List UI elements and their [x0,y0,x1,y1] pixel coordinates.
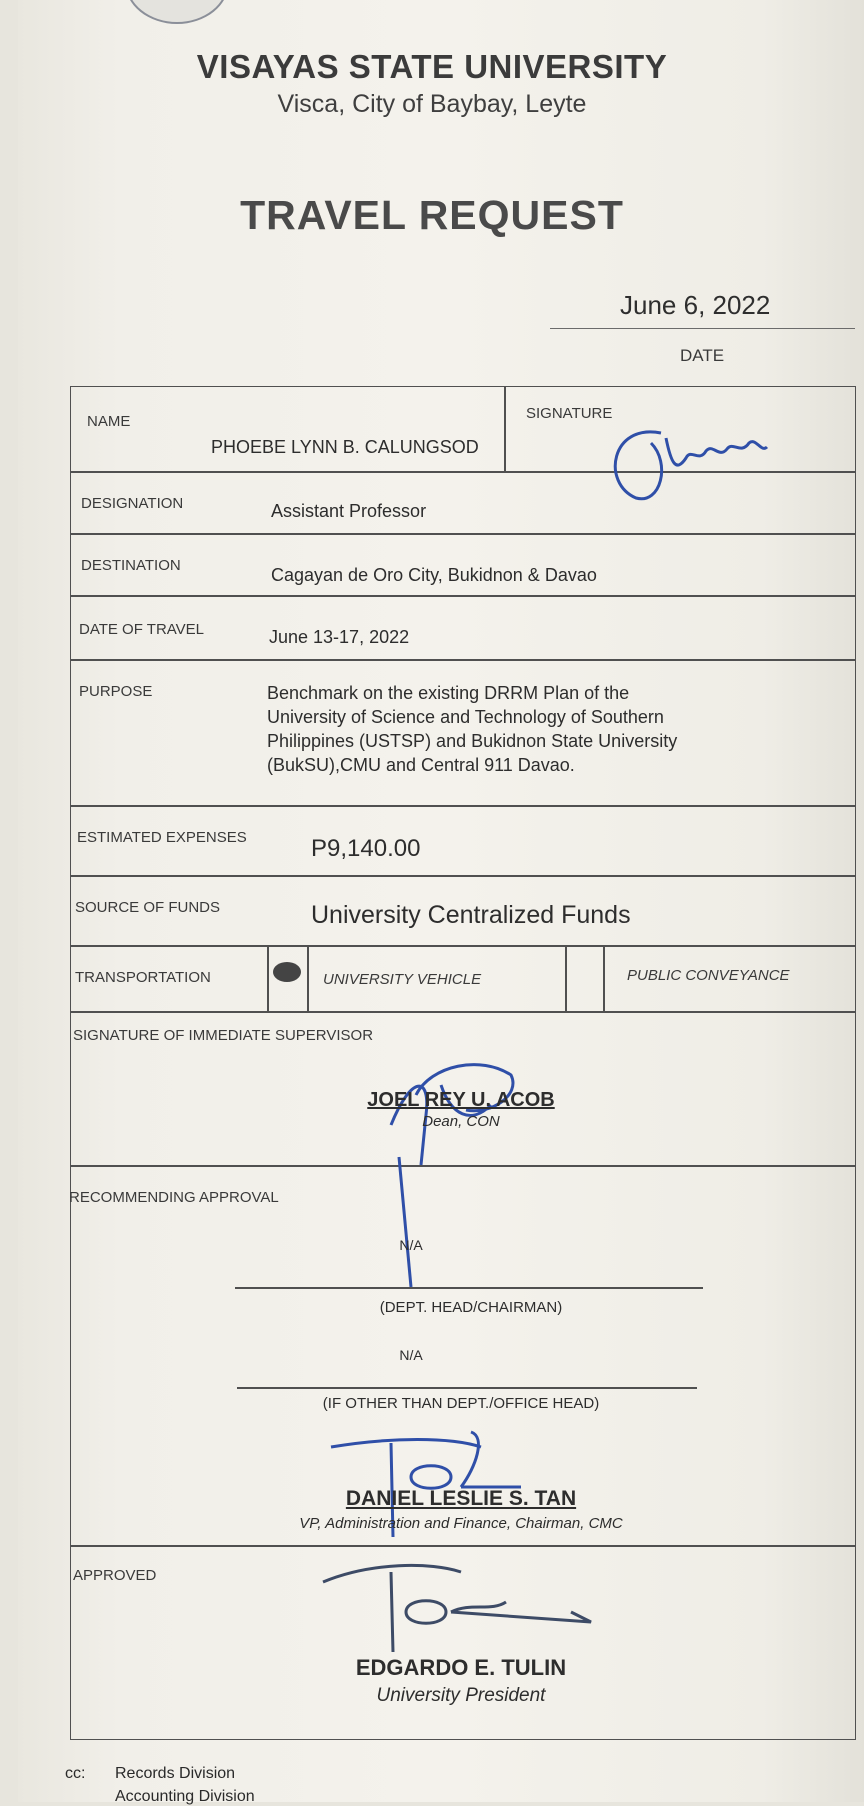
divider [71,659,855,661]
purpose-line: Benchmark on the existing DRRM Plan of the [267,683,630,703]
divider [71,805,855,807]
vp-title: VP, Administration and Finance, Chairman, CMC [299,1515,623,1532]
purpose-line: Philippines (USTSP) and Bukidnon State University [267,731,678,751]
dept-head-line [235,1287,703,1289]
funds-value: University Centralized Funds [311,901,631,929]
dept-head-value: N/A [399,1237,423,1253]
purpose-line: University of Science and Technology of Southern [267,707,664,727]
date-underline [550,328,855,329]
dept-head-caption: (DEPT. HEAD/CHAIRMAN) [379,1299,563,1316]
other-head-caption: (IF OTHER THAN DEPT./OFFICE HEAD) [322,1395,600,1412]
cc-label: cc: [65,1765,86,1782]
university-address: Visca, City of Baybay, Leyte [277,90,587,118]
divider [71,875,855,877]
date-label: DATE [680,346,725,365]
supervisor-title: Dean, CON [422,1113,500,1130]
transport-divider [307,945,309,1011]
cc-item: Accounting Division [115,1788,255,1805]
purpose-label: PURPOSE [79,683,153,700]
signature-divider [504,387,506,471]
signature-stroke-image [391,1147,431,1297]
document-title: TRAVEL REQUEST [240,192,624,238]
designation-value: Assistant Professor [271,501,427,521]
transportation-label: TRANSPORTATION [75,969,211,986]
funds-label: SOURCE OF FUNDS [75,899,221,916]
public-conveyance-checkbox[interactable] [571,959,597,985]
other-head-value: N/A [399,1347,423,1363]
expenses-label: ESTIMATED EXPENSES [77,829,247,846]
president-title: University President [376,1685,546,1706]
date-of-travel-label: DATE OF TRAVEL [79,621,205,638]
designation-label: DESIGNATION [81,495,184,512]
transport-divider [565,945,567,1011]
divider [71,595,855,597]
recommending-label: RECOMMENDING APPROVAL [69,1189,279,1206]
purpose-value [267,681,677,777]
president-name: EDGARDO E. TULIN [355,1655,567,1680]
date-value: June 6, 2022 [620,290,771,320]
university-vehicle-option: UNIVERSITY VEHICLE [323,971,482,988]
cc-item: Records Division [115,1765,236,1782]
transport-divider [603,945,605,1011]
divider [71,533,855,535]
approved-label: APPROVED [73,1567,157,1584]
signature-label: SIGNATURE [526,405,613,422]
public-conveyance-option: PUBLIC CONVEYANCE [627,967,790,984]
destination-value: Cagayan de Oro City, Bukidnon & Davao [271,565,597,585]
applicant-signature-image [591,393,781,503]
destination-label: DESTINATION [81,557,181,574]
date-of-travel-value: June 13-17, 2022 [269,627,410,647]
divider [71,945,855,947]
divider [71,1011,855,1013]
vp-name: DANIEL LESLIE S. TAN [345,1487,577,1510]
other-head-line [237,1387,697,1389]
supervisor-name: JOEL REY U. ACOB [367,1089,555,1111]
name-value: PHOEBE LYNN B. CALUNGSOD [211,437,479,457]
expenses-value: P9,140.00 [311,835,421,862]
supervisor-label: SIGNATURE OF IMMEDIATE SUPERVISOR [73,1027,374,1044]
transport-divider [267,945,269,1011]
purpose-line: (BukSU),CMU and Central 911 Davao. [267,755,575,775]
name-label: NAME [87,413,131,430]
travel-request-form [70,386,856,1740]
university-vehicle-checkbox-checked[interactable] [273,962,301,982]
university-name: VISAYAS STATE UNIVERSITY [196,48,668,85]
president-signature-image [311,1552,611,1662]
